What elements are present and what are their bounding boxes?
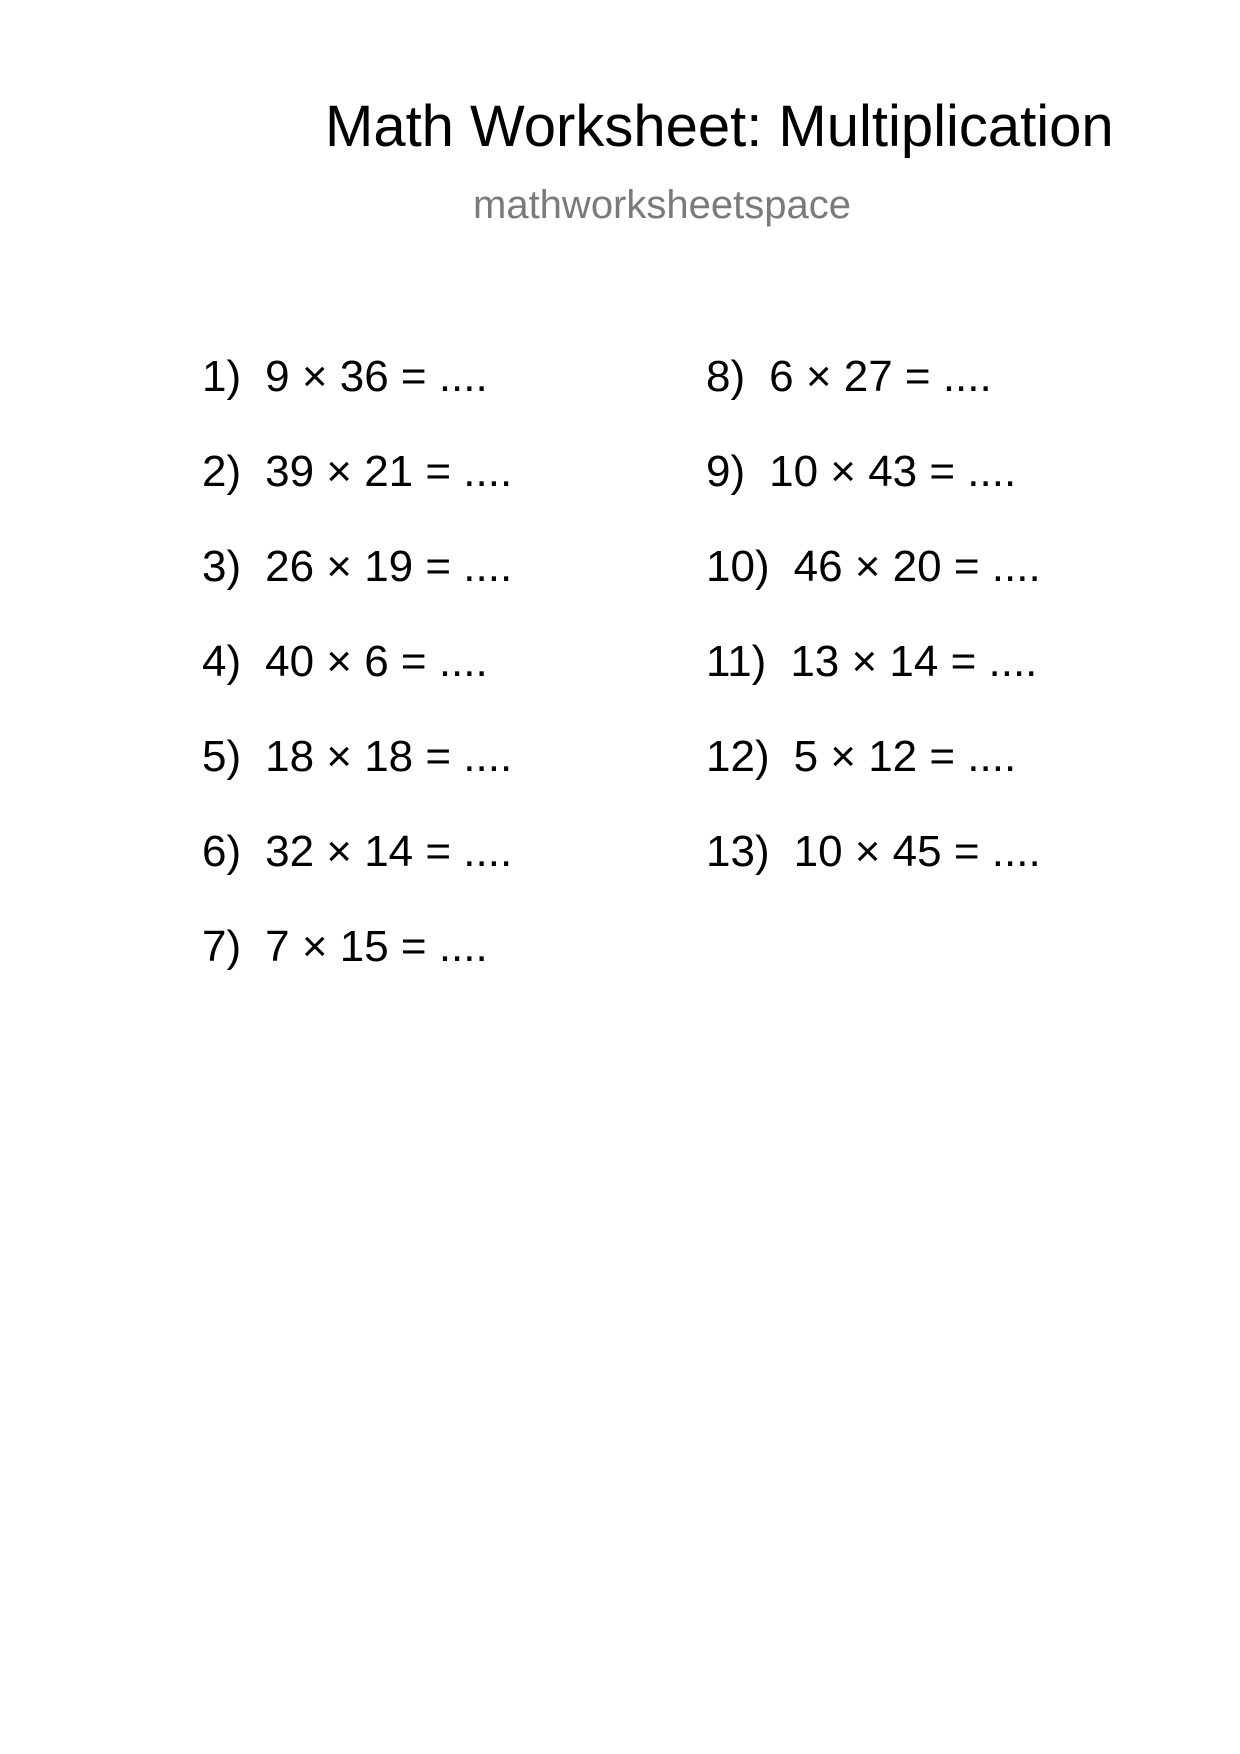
page-subtitle: mathworksheetspace: [473, 183, 851, 227]
problem-expression: 26 × 19 = ....: [265, 542, 513, 591]
problem-item: [202, 542, 513, 640]
problem-expression: 7 × 15 = ....: [265, 922, 488, 971]
problem-number: 11): [706, 637, 767, 686]
problem-column-right: [706, 352, 1041, 925]
problem-expression: 18 × 18 = ....: [265, 732, 513, 781]
problem-number: 12): [706, 732, 770, 781]
problem-number: 6): [202, 827, 242, 876]
problem-column-left: [202, 352, 513, 1020]
problem-item: [202, 732, 513, 830]
problem-expression: 46 × 20 = ....: [793, 542, 1041, 591]
problem-expression: 5 × 12 = ....: [793, 732, 1017, 781]
problem-number: 3): [202, 542, 242, 591]
problem-item: [202, 352, 512, 450]
problem-expression: 13 × 14 = ....: [790, 637, 1038, 686]
problem-item: [202, 637, 512, 735]
problem-number: 4): [202, 637, 242, 686]
problem-item: [202, 922, 512, 1020]
problem-expression: 40 × 6 = ....: [265, 637, 488, 686]
problem-item: [202, 827, 513, 925]
problem-number: 2): [202, 447, 242, 496]
problem-expression: 9 × 36 = ....: [265, 352, 488, 401]
problem-item: [706, 447, 1041, 545]
problem-item: [706, 352, 1041, 450]
page-title: Math Worksheet: Multiplication: [325, 94, 1114, 159]
problem-item: [706, 637, 1041, 735]
problem-expression: 39 × 21 = ....: [265, 447, 513, 496]
problem-number: 9): [706, 447, 746, 496]
problem-item: [706, 732, 1041, 830]
problem-item: [706, 542, 1041, 640]
problem-number: 13): [706, 827, 770, 876]
problem-number: 10): [706, 542, 770, 591]
problem-expression: 10 × 43 = ....: [769, 447, 1017, 496]
problem-expression: 32 × 14 = ....: [265, 827, 513, 876]
problem-expression: 10 × 45 = ....: [793, 827, 1041, 876]
problem-number: 7): [202, 922, 242, 971]
problem-item: [202, 447, 513, 545]
problem-number: 8): [706, 352, 746, 401]
problem-number: 1): [202, 352, 242, 401]
problem-number: 5): [202, 732, 242, 781]
problem-expression: 6 × 27 = ....: [769, 352, 992, 401]
problem-item: [706, 827, 1041, 925]
